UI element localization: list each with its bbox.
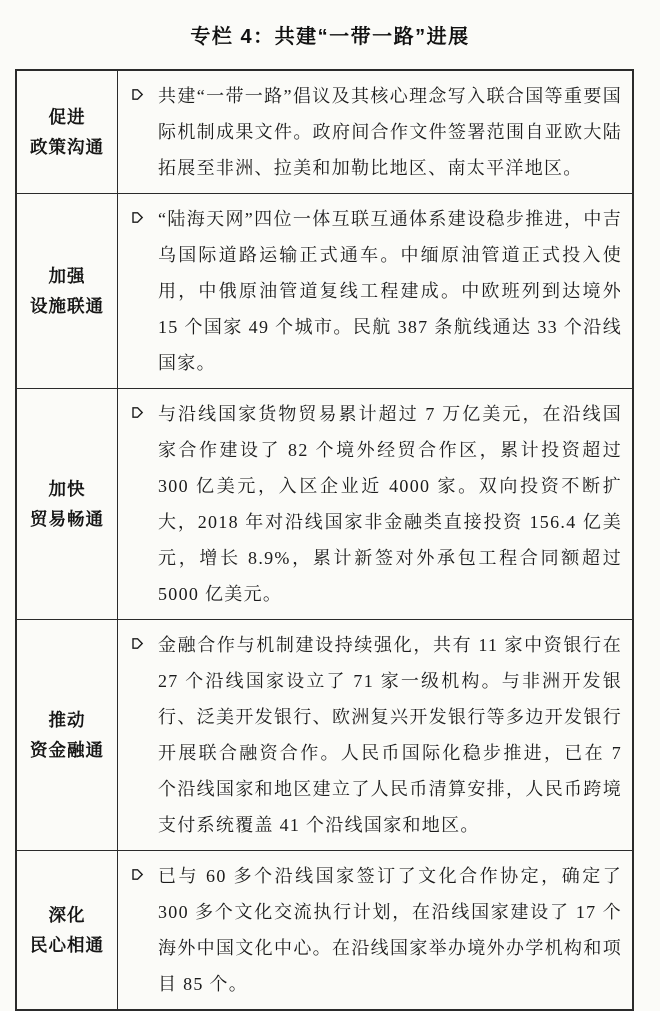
row-text: “陆海天网”四位一体互联互通体系建设稳步推进，中吉乌国际道路运输正式通车。中缅原油管道正式投入使用，中俄原油管道复线工程建成。中欧班列到达境外 15 个国家 49 个城市。民航 387 条航线通达 33 个沿线国家。 [158, 209, 622, 373]
table-row [17, 389, 632, 620]
row-label-line: 加强 [48, 266, 86, 286]
row-label-line: 加快 [48, 479, 86, 499]
row-label-line: 贸易畅通 [30, 509, 104, 529]
page-title: 专栏 4：共建“一带一路”进展 [190, 26, 470, 48]
row-label-people-to-people-bond [17, 851, 118, 1009]
belt-and-road-progress-table [15, 69, 634, 1011]
arrow-bullet-icon [131, 858, 158, 881]
row-label-line: 推动 [48, 710, 86, 730]
row-label-line: 民心相通 [30, 935, 104, 955]
table-row [17, 851, 632, 1009]
row-label-line: 政策沟通 [30, 137, 104, 157]
row-content [118, 851, 632, 1009]
row-label-policy-coordination [17, 71, 118, 193]
row-label-line: 设施联通 [30, 296, 104, 316]
row-label-trade-facilitation [17, 389, 118, 619]
row-content [118, 194, 632, 388]
row-content [118, 71, 632, 193]
table-row [17, 194, 632, 389]
arrow-bullet-icon [131, 627, 158, 650]
row-label-line: 促进 [48, 107, 86, 127]
row-label-facilities-connectivity [17, 194, 118, 388]
row-label-line: 资金融通 [30, 740, 104, 760]
arrow-bullet-icon [131, 396, 158, 419]
row-label-line: 深化 [48, 905, 86, 925]
row-text: 共建“一带一路”倡议及其核心理念写入联合国等重要国际机制成果文件。政府间合作文件签署范围自亚欧大陆拓展至非洲、拉美和加勒比地区、南太平洋地区。 [158, 86, 622, 178]
arrow-bullet-icon [131, 78, 158, 101]
arrow-bullet-icon [131, 201, 158, 224]
row-content [118, 389, 632, 619]
row-text: 与沿线国家货物贸易累计超过 7 万亿美元，在沿线国家合作建设了 82 个境外经贸合作区，累计投资超过 300 亿美元，入区企业近 4000 家。双向投资不断扩大，2018 年对沿线国家非金融类直接投资 156.4 亿美元，增长 8.9%，累计新签对外承包工程合同额超过 5000 亿美元。 [158, 404, 622, 604]
row-text: 金融合作与机制建设持续强化，共有 11 家中资银行在 27 个沿线国家设立了 71 家一级机构。与非洲开发银行、泛美开发银行、欧洲复兴开发银行等多边开发银行开展联合融资合作。人民币国际化稳步推进，已在 7 个沿线国家和地区建立了人民币清算安排，人民币跨境支付系统覆盖 41 个沿线国家和地区。 [158, 635, 622, 835]
row-text: 已与 60 多个沿线国家签订了文化合作协定，确定了 300 多个文化交流执行计划，在沿线国家建设了 17 个海外中国文化中心。在沿线国家举办境外办学机构和项目 85 个。 [158, 866, 622, 994]
table-row [17, 620, 632, 851]
table-row [17, 71, 632, 194]
row-label-financial-integration [17, 620, 118, 850]
row-content [118, 620, 632, 850]
